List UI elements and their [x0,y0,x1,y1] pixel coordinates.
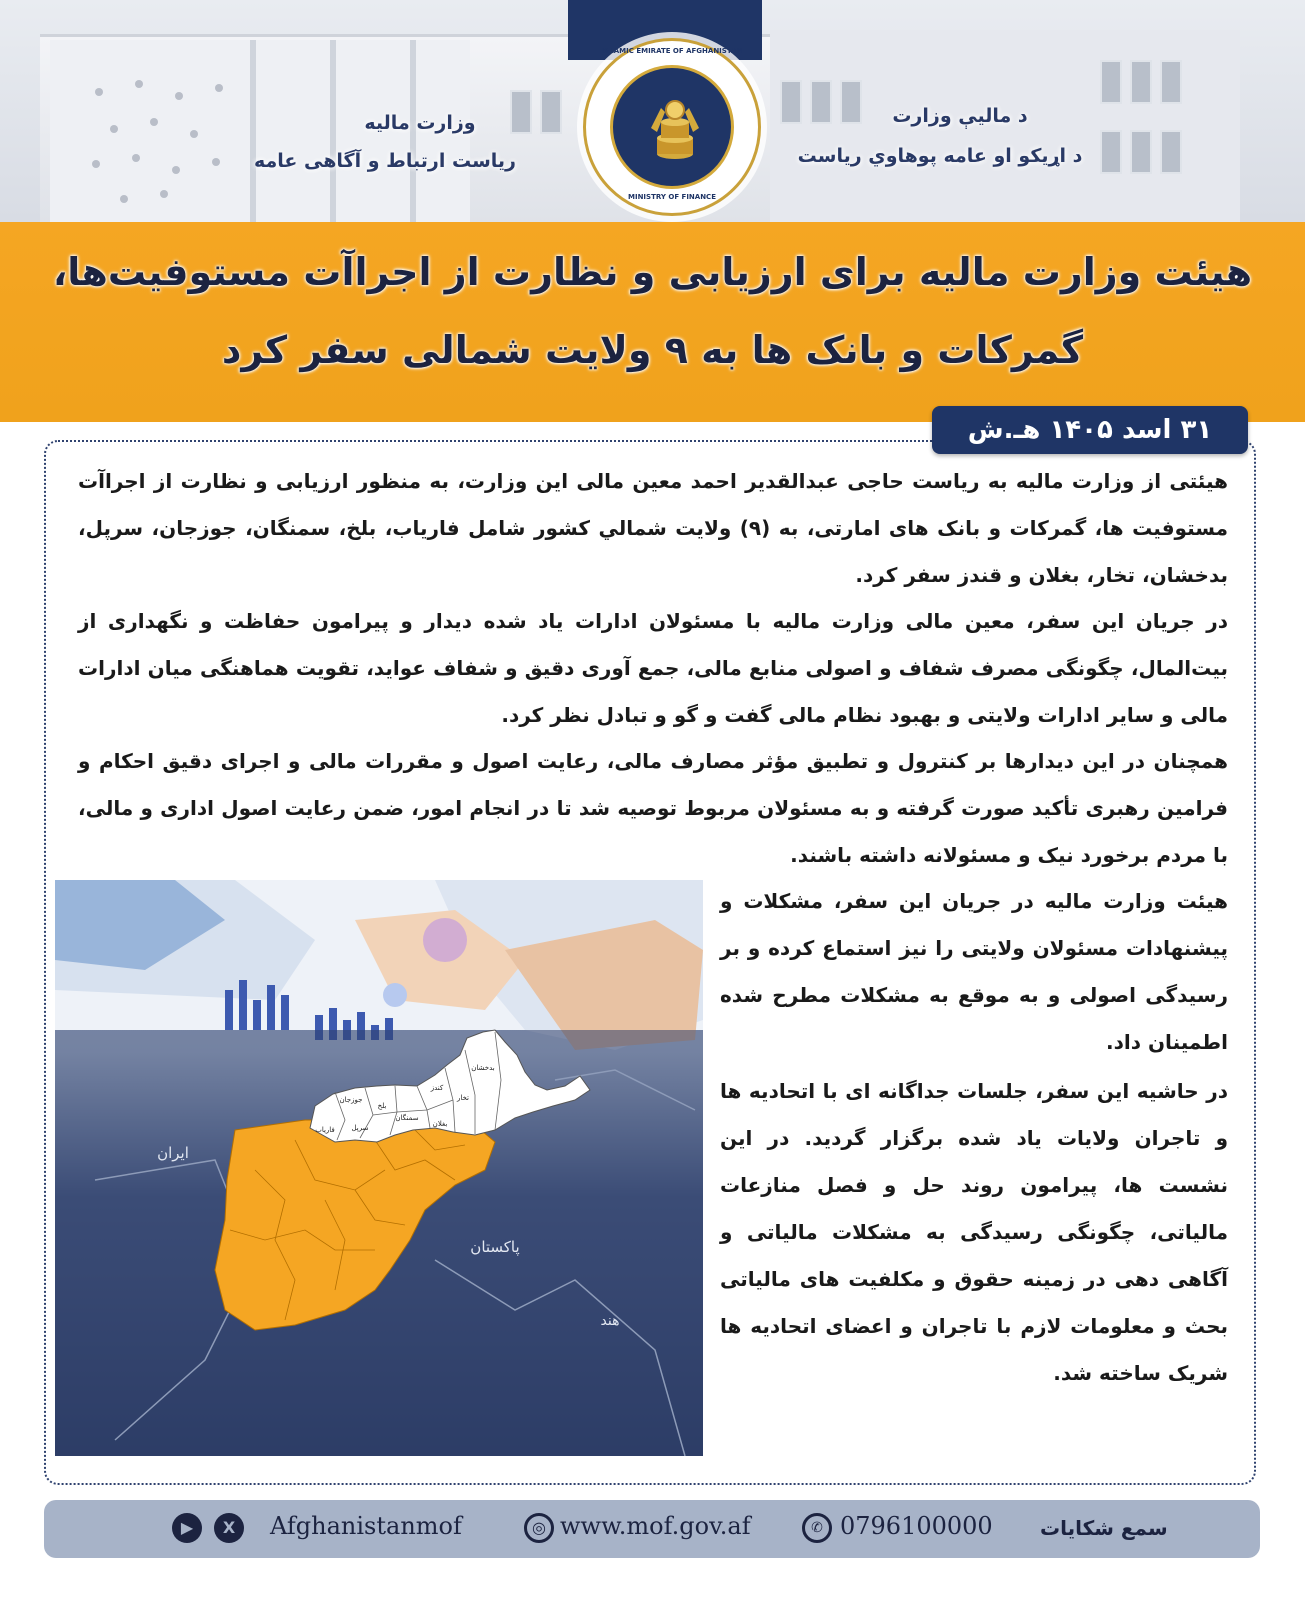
province-label: تخار [457,1094,469,1102]
article-paragraph-3: همچنان در این دیدارها بر کنترول و تطبیق مؤثر مصارف مالی، رعایت اصول و مقررات مالی و اجرای دقیق احکام و فرامین رهبری تأکید صورت گرفته و به مسئولان مربوط توصیه شد تا در انجام امور، ضمن رعایت اصول اداری و مالی، با مردم برخورد نیک و مسئولانه داشته باشند. [78,749,1228,867]
building-dot [95,88,103,96]
province-label: بدخشان [471,1064,495,1072]
map-label-pakistan: پاکستان [470,1238,520,1256]
building-dot [190,130,198,138]
article-paragraph-1: هیئتی از وزارت مالیه به ریاست حاجی عبدالقدیر احمد معین مالی این وزارت، به منظور ارزیابی و نظارت از اجراآت مستوفیت ها، گمرکات و بانک های امارتی، به (۹) ولایت شمالي کشور شامل فاریاب، بلخ، سمنگان، جوزجان، سرپل، بدخشان، تخار، بغلان و قندز سفر کرد. [78,469,1228,587]
headline-line-2: گمرکات و بانک ها به ۹ ولایت شمالی سفر کرد [221,328,1084,372]
province-label: کندز [430,1084,444,1092]
building-window [780,80,802,124]
directorate-name-dari: ریاست ارتباط و آگاهی عامه [254,150,516,172]
building-window [1100,130,1122,174]
map-illustration [55,880,703,1456]
website-link[interactable]: www.mof.gov.af [560,1512,751,1540]
directorate-name-pashto: د اړیکو او عامه پوهاوي ریاست [797,145,1083,167]
building-window [810,80,832,124]
building-window [1160,130,1182,174]
x-icon[interactable]: X [214,1513,244,1543]
building-dot [135,80,143,88]
seal-bottom-text: MINISTRY OF FINANCE [628,193,716,201]
province-label: بغلان [432,1120,448,1128]
whatsapp-icon: ✆ [802,1513,832,1543]
building-column [250,40,256,222]
building-window [1130,60,1152,104]
province-label: جوزجان [339,1096,363,1104]
building-dot [92,160,100,168]
building-dot [132,154,140,162]
social-handle[interactable]: Afghanistanmof [270,1512,462,1540]
globe-icon: ◎ [524,1513,554,1543]
complaint-phone-number[interactable]: 0796100000 [840,1512,993,1540]
building-dot [150,118,158,126]
province-label: سرپل [351,1124,369,1132]
publish-date: ۳۱ اسد ۱۴۰۵ هـ.ش [932,406,1248,454]
building-dot [212,158,220,166]
ministry-name-pashto: د مالیې وزارت [892,105,1028,127]
map-label-iran: ایران [157,1144,189,1162]
building-window [1130,130,1152,174]
article-paragraph-4: هیئت وزارت مالیه در جریان این سفر، مشکلات و پیشنهادات مسئولان ولایتی را نیز استماع کرده و بر رسیدگی اصولی و به موقع به مشکلات مطرح شده اطمینان داد. [720,889,1228,1054]
map-label-india: هند [600,1313,620,1329]
building-window [1100,60,1122,104]
province-label: سمنگان [395,1114,419,1122]
youtube-icon[interactable]: ▶ [172,1513,202,1543]
headline-line-1: هیئت وزارت مالیه برای ارزیابی و نظارت از اجراآت مستوفیت‌ها، [52,250,1253,294]
building-window [1160,60,1182,104]
ministry-seal-logo [583,38,761,216]
article-paragraph-5: در حاشیه این سفر، جلسات جداگانه ای با اتحادیه ها و تاجران ولایات یاد شده برگزار گردید. در این نشست ها، پیرامون روند حل و فصل منازعات مالیاتی، چگونگی رسیدگی به مشکلات مالیاتی و آگاهی دهی در زمینه حقوق و مکلفیت های مالیاتی بحث و معلومات لازم با تاجران و اعضای اتحادیه ها شریک ساخته شد. [720,1079,1228,1385]
seal-top-text: ISLAMIC EMIRATE OF AFGHANISTAN [601,47,743,55]
complaint-label: سمع شکایات [1040,1516,1168,1540]
building-dot [160,190,168,198]
building-dot [120,195,128,203]
building-dot [215,84,223,92]
province-label: فاریاب [315,1126,335,1134]
afghanistan-map-image [55,880,703,1456]
coin-stack-icon [647,98,703,162]
seal-emblem [610,65,734,189]
building-dot [110,125,118,133]
article-paragraph-2: در جریان این سفر، معین مالی وزارت مالیه با مسئولان ادارات یاد شده دیدار و پیرامون حفاظت و نگهداری از بیت‌المال، چگونگی مصرف شفاف و اصولی منابع مالی، جمع آوری دقیق و شفاف عواید، تقویت هماهنگی میان ادارات مالی و سایر ادارات ولایتی و بهبود نظام مالی گفت و گو و تبادل نظر کرد. [78,609,1228,727]
building-dot [175,92,183,100]
building-window [840,80,862,124]
province-label: بلخ [377,1102,387,1110]
ministry-name-dari: وزارت مالیه [364,112,476,134]
building-window [540,90,562,134]
building-dot [172,166,180,174]
